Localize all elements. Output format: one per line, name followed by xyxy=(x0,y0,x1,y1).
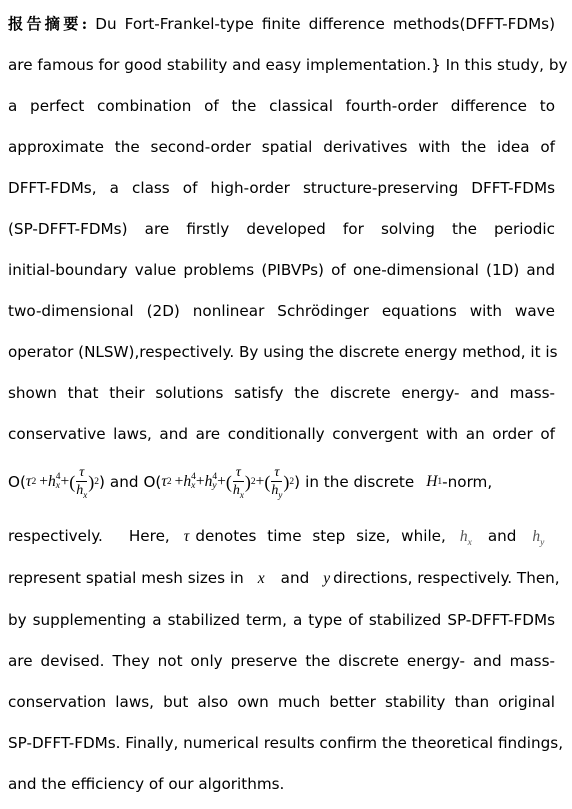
line-text: respectively. xyxy=(8,527,103,545)
abstract-line xyxy=(8,564,560,592)
abstract-line: initial-boundary value problems (PIBVPs) of one-dimensional (1D) and xyxy=(8,261,555,279)
fraction xyxy=(76,466,87,498)
abstract-line: a perfect combination of the classical fourth-order difference to xyxy=(8,97,555,115)
subscript: x xyxy=(55,481,60,491)
abstract-line xyxy=(8,522,555,550)
formula-in-text: in the discrete xyxy=(305,473,415,491)
line-text: denotes time step size, while, xyxy=(195,527,446,545)
line-text: directions, respectively. Then, xyxy=(333,569,560,587)
abstract-line: shown that their solutions satisfy the discrete energy- and mass- xyxy=(8,384,555,402)
h-symbol: h xyxy=(183,473,192,490)
abstract-line: by supplementing a stabilized term, a type of stabilized SP-DFFT-FDMs xyxy=(8,611,555,629)
line-text: and xyxy=(280,569,310,587)
subscript: y xyxy=(278,489,283,500)
line-text: Here, xyxy=(128,527,170,545)
fraction xyxy=(271,466,282,498)
h-symbol: h xyxy=(76,483,84,498)
fraction-denominator xyxy=(271,482,282,498)
abstract-line: DFFT-FDMs, a class of high-order structure-preserving DFFT-FDMs xyxy=(8,179,555,197)
fraction-numerator: τ xyxy=(233,466,244,482)
abstract-line: are famous for good stability and easy implementation.} In this study, by xyxy=(8,56,568,74)
abstract-line: two-dimensional (2D) nonlinear Schrödinger equations with wave xyxy=(8,302,555,320)
plus-sign: + xyxy=(174,473,184,490)
subscript: y xyxy=(540,538,545,549)
order-close: ) xyxy=(294,473,301,491)
abstract-line: SP-DFFT-FDMs. Finally, numerical results confirm the theoretical findings, xyxy=(8,734,564,752)
tau-symbol: τ xyxy=(183,528,190,545)
abstract-heading: 报告摘要: xyxy=(8,15,88,33)
formula-and: and xyxy=(109,473,139,491)
h-symbol: h xyxy=(459,528,468,545)
exponent: 4 xyxy=(55,471,61,482)
fraction-denominator xyxy=(233,482,244,498)
norm-text: -norm, xyxy=(442,473,493,491)
line-text: represent spatial mesh sizes in xyxy=(8,569,244,587)
paren: ( xyxy=(69,471,76,492)
abstract-line: and the efficiency of our algorithms. xyxy=(8,775,285,793)
convergence-order-formula: O( τ 2 + h 4 x + ( $\frac{\tau}{h_x}$ ) 2 ) and O( τ 2 + h 4 x + h 4 y + ( $\frac{\tau}{h_x}$ ) 2 + ( $\frac{\tau}{h_y}$ ) 2 ) in the discrete H 1 -norm, xyxy=(8,465,493,500)
plus-sign: + xyxy=(39,473,48,490)
plus-sign: + xyxy=(217,473,226,490)
fraction xyxy=(233,466,244,498)
y-symbol: y xyxy=(323,570,331,587)
abstract-line-text: Du Fort-Frankel-type finite difference methods(DFFT-FDMs) xyxy=(95,15,556,33)
paren: ) xyxy=(244,471,251,492)
order-open: O( xyxy=(143,473,162,491)
subscript: x xyxy=(83,489,88,500)
plus-sign: + xyxy=(60,473,70,490)
order-close: ) xyxy=(98,473,105,491)
x-symbol: x xyxy=(257,570,265,587)
line-text: and xyxy=(487,527,517,545)
paren: ) xyxy=(283,471,290,492)
subscript: x xyxy=(239,489,244,500)
fraction-numerator: τ xyxy=(271,466,282,482)
abstract-line xyxy=(8,10,555,38)
subscript: x xyxy=(191,481,196,491)
fraction-numerator: τ xyxy=(76,466,87,482)
plus-sign: + xyxy=(255,473,265,490)
plus-sign: + xyxy=(195,473,205,490)
exponent: 4 xyxy=(191,471,196,482)
h-symbol: h xyxy=(532,528,541,545)
order-open: O( xyxy=(8,473,26,491)
abstract-line: approximate the second-order spatial derivatives with the idea of xyxy=(8,138,555,156)
abstract-line: conservative laws, and are conditionally convergent with an order of xyxy=(8,425,555,443)
abstract-line: are devised. They not only preserve the discrete energy- and mass- xyxy=(8,652,555,670)
abstract-line: operator (NLSW),respectively. By using the discrete energy method, it is xyxy=(8,343,558,361)
paren: ) xyxy=(88,471,95,492)
tau-symbol: τ xyxy=(25,473,32,490)
h-symbol: h xyxy=(204,473,213,490)
h-symbol: h xyxy=(271,483,279,498)
H-symbol: H xyxy=(426,473,438,490)
abstract-line: conservation laws, but also own much better stability than original xyxy=(8,693,555,711)
paren: ( xyxy=(225,471,232,492)
exponent: 4 xyxy=(212,471,218,482)
subscript: y xyxy=(212,481,217,491)
paren: ( xyxy=(264,471,271,492)
tau-symbol: τ xyxy=(161,473,167,490)
subscript: x xyxy=(467,538,472,549)
h-symbol: h xyxy=(47,473,56,490)
abstract-line: (SP-DFFT-FDMs) are firstly developed for solving the periodic xyxy=(8,220,555,238)
h-symbol: h xyxy=(232,483,240,498)
fraction-denominator xyxy=(76,482,87,498)
